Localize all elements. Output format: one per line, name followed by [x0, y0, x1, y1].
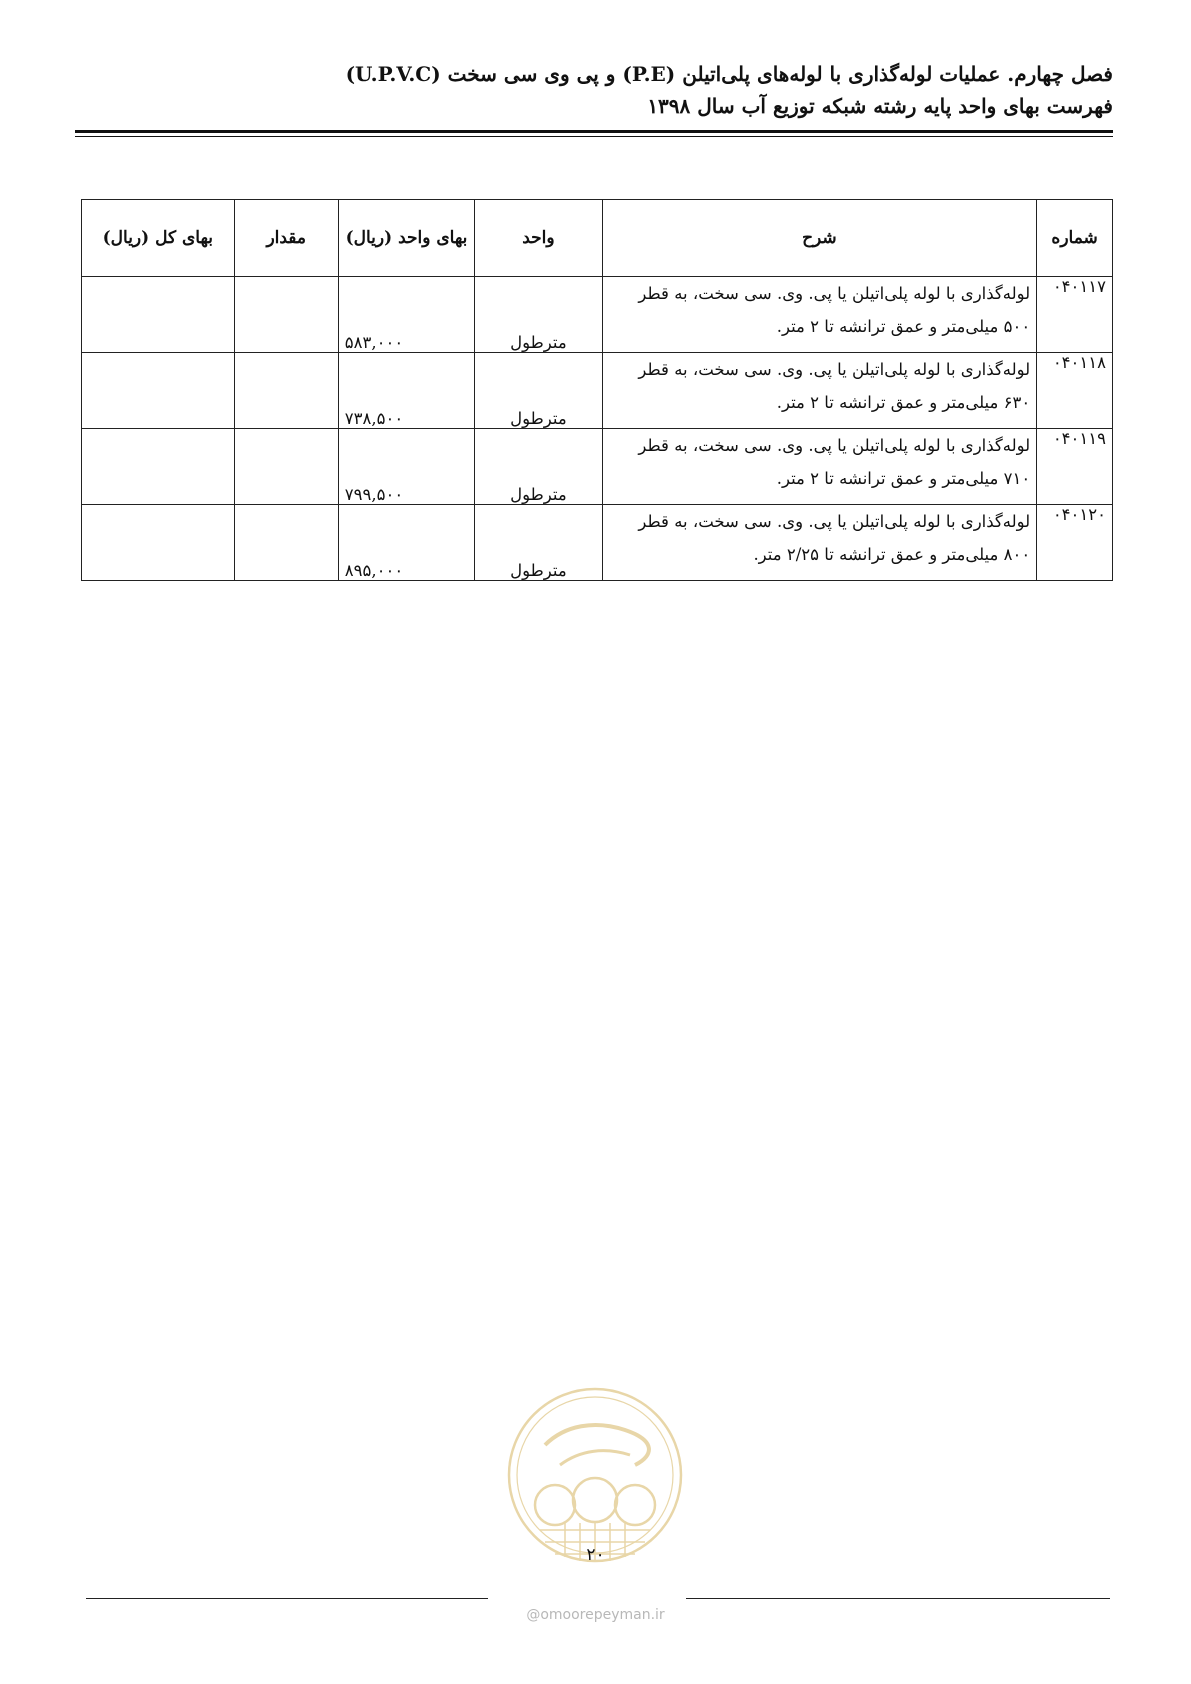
item-total-price	[82, 505, 235, 581]
watermark-seal-logo	[505, 1385, 685, 1565]
table-row	[82, 277, 1113, 353]
header-quantity: مقدار	[234, 200, 338, 277]
price-list-table	[81, 199, 1113, 581]
header-total-price: بهای کل (ریال)	[82, 200, 235, 277]
item-total-price	[82, 353, 235, 429]
seal-icon	[505, 1385, 685, 1565]
table-row	[82, 429, 1113, 505]
item-description: لوله‌گذاری با لوله پلی‌اتیلن یا پی. وی. سی سخت، به قطر ۸۰۰ میلی‌متر و عمق ترانشه تا ۲/۲۵ متر.	[602, 505, 1037, 581]
item-quantity	[234, 505, 338, 581]
header-number: شماره	[1037, 200, 1113, 277]
chapter-title: فصل چهارم. عملیات لوله‌گذاری با لوله‌های پلی‌اتیلن (P.E) و پی وی سی سخت (U.P.V.C)	[345, 62, 1113, 86]
page-header	[75, 58, 1113, 122]
item-total-price	[82, 277, 235, 353]
item-unit-price: ۷۹۹,۵۰۰	[338, 429, 474, 505]
item-unit: مترطول	[475, 505, 602, 581]
item-number: ۰۴۰۱۱۸	[1037, 353, 1113, 429]
item-unit: مترطول	[475, 429, 602, 505]
item-description: لوله‌گذاری با لوله پلی‌اتیلن یا پی. وی. سی سخت، به قطر ۵۰۰ میلی‌متر و عمق ترانشه تا ۲ متر.	[602, 277, 1037, 353]
watermark-website: @omoorepeyman.ir	[526, 1607, 665, 1623]
item-unit: مترطول	[475, 353, 602, 429]
header-rule-thin	[75, 136, 1113, 137]
item-unit: مترطول	[475, 277, 602, 353]
item-quantity	[234, 429, 338, 505]
document-title: فهرست بهای واحد پایه رشته شبکه توزیع آب سال ۱۳۹۸	[647, 94, 1113, 118]
page-number: ۲۰	[586, 1545, 605, 1565]
item-total-price	[82, 429, 235, 505]
item-number: ۰۴۰۱۱۷	[1037, 277, 1113, 353]
header-unit: واحد	[475, 200, 602, 277]
item-number: ۰۴۰۱۱۹	[1037, 429, 1113, 505]
table-header-row	[82, 200, 1113, 277]
item-number: ۰۴۰۱۲۰	[1037, 505, 1113, 581]
item-unit-price: ۷۳۸,۵۰۰	[338, 353, 474, 429]
table-row	[82, 353, 1113, 429]
table-row	[82, 505, 1113, 581]
item-quantity	[234, 277, 338, 353]
footer-rule-right	[686, 1598, 1110, 1599]
item-unit-price: ۵۸۳,۰۰۰	[338, 277, 474, 353]
item-quantity	[234, 353, 338, 429]
item-description: لوله‌گذاری با لوله پلی‌اتیلن یا پی. وی. سی سخت، به قطر ۷۱۰ میلی‌متر و عمق ترانشه تا ۲ متر.	[602, 429, 1037, 505]
header-unit-price: بهای واحد (ریال)	[338, 200, 474, 277]
header-rule	[75, 130, 1113, 133]
item-unit-price: ۸۹۵,۰۰۰	[338, 505, 474, 581]
item-description: لوله‌گذاری با لوله پلی‌اتیلن یا پی. وی. سی سخت، به قطر ۶۳۰ میلی‌متر و عمق ترانشه تا ۲ متر.	[602, 353, 1037, 429]
header-description: شرح	[602, 200, 1037, 277]
footer-rule-left	[86, 1598, 488, 1599]
